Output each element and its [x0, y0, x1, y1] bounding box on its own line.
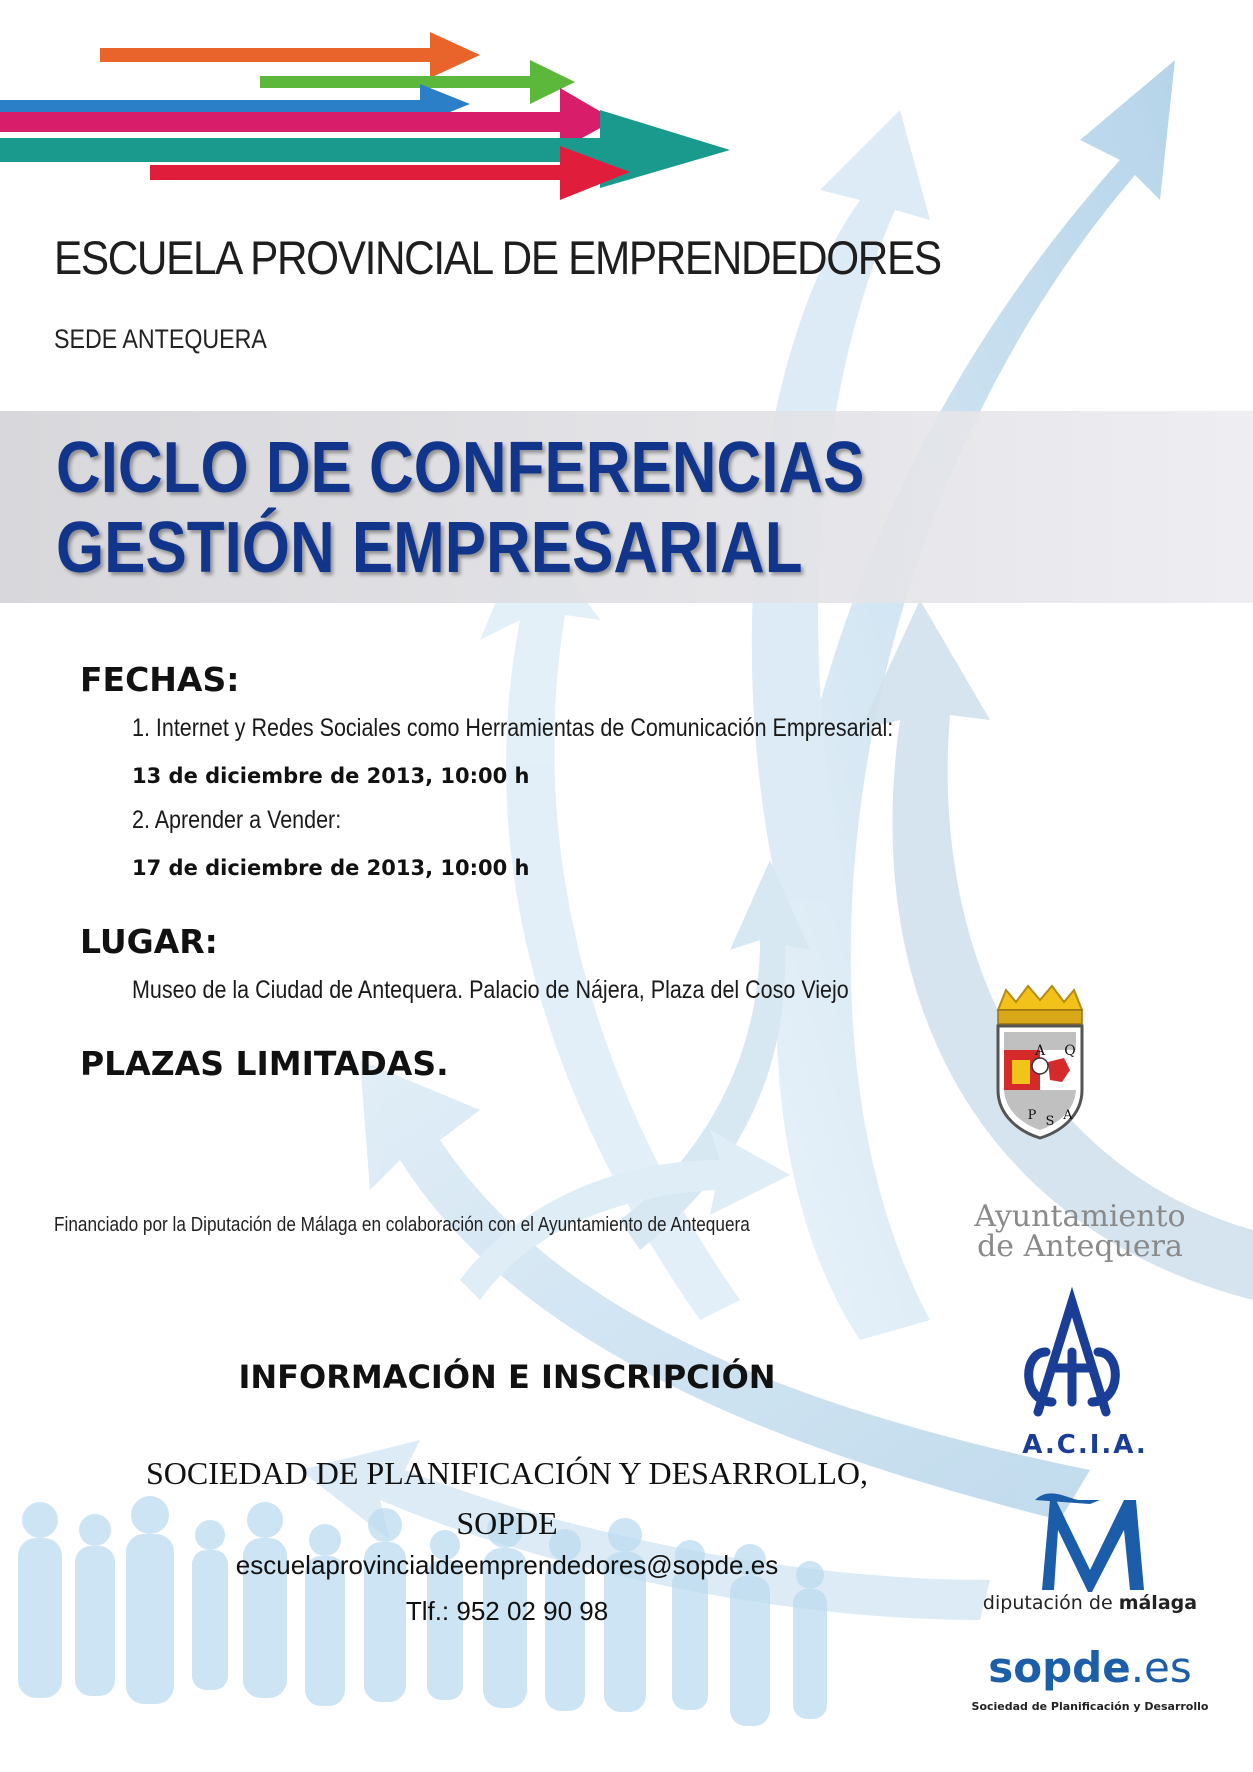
fechas-item-2-date: 17 de diciembre de 2013, 10:00 h — [132, 856, 530, 880]
sopde-ext: .es — [1130, 1643, 1192, 1692]
fechas-item-1-title: 1. Internet y Redes Sociales como Herramientas de Comunicación Empresarial: — [132, 714, 894, 742]
org-name-line1: SOCIEDAD DE PLANIFICACIÓN Y DESARROLLO, — [145, 1455, 869, 1491]
acia-monogram-icon — [1029, 1302, 1116, 1412]
contact-email: escuelaprovincialdeemprendedores@sopde.es — [235, 1550, 779, 1580]
fechas-item-1-date: 13 de diciembre de 2013, 10:00 h — [132, 764, 530, 788]
cycle-title-line2: GESTIÓN EMPRESARIAL — [56, 508, 803, 588]
crest-letter-p: P — [1027, 1108, 1037, 1123]
diputacion-m-icon — [1035, 1493, 1144, 1592]
cycle-title — [56, 428, 864, 588]
crest-letter-q: Q — [1064, 1043, 1076, 1059]
fechas-heading: FECHAS: — [80, 660, 240, 699]
sopde-main: sopde — [988, 1643, 1131, 1692]
lugar-text: Museo de la Ciudad de Antequera. Palacio de Nájera, Plaza del Coso Viejo — [132, 976, 849, 1004]
org-name-line2: SOPDE — [456, 1505, 558, 1541]
ayuntamiento-line1: Ayuntamiento — [974, 1199, 1186, 1234]
ayuntamiento-line2: de Antequera — [977, 1229, 1183, 1264]
crest-letter-s: S — [1045, 1114, 1055, 1129]
cycle-title-line1: CICLO DE CONFERENCIAS — [56, 428, 865, 508]
lugar-heading: LUGAR: — [80, 922, 218, 961]
info-heading: INFORMACIÓN E INSCRIPCIÓN — [238, 1358, 776, 1396]
sopde-logo — [970, 1643, 1210, 1692]
ayuntamiento-logo-text — [960, 1199, 1200, 1264]
diputacion-label — [975, 1592, 1205, 1614]
plazas-notice: PLAZAS LIMITADAS. — [80, 1044, 449, 1083]
diputacion-name: málaga — [1118, 1592, 1198, 1614]
fechas-item-2-title: 2. Aprender a Vender: — [132, 806, 342, 834]
sopde-tagline: Sociedad de Planificación y Desarrollo — [971, 1700, 1209, 1713]
diputacion-prefix: diputación de — [982, 1592, 1119, 1614]
funding-note: Financiado por la Diputación de Málaga en colaboración con el Ayuntamiento de Antequera — [54, 1214, 750, 1236]
colored-arrows — [0, 32, 730, 200]
school-title: ESCUELA PROVINCIAL DE EMPRENDEDORES — [54, 231, 941, 284]
crest-letter-a: A — [1034, 1043, 1046, 1059]
school-subtitle: SEDE ANTEQUERA — [54, 324, 267, 354]
org-name — [0, 1448, 1014, 1548]
crest-letter-a2: A — [1063, 1108, 1073, 1123]
acia-label: A.C.I.A. — [1022, 1430, 1148, 1460]
contact-phone: Tlf.: 952 02 90 98 — [405, 1596, 609, 1626]
